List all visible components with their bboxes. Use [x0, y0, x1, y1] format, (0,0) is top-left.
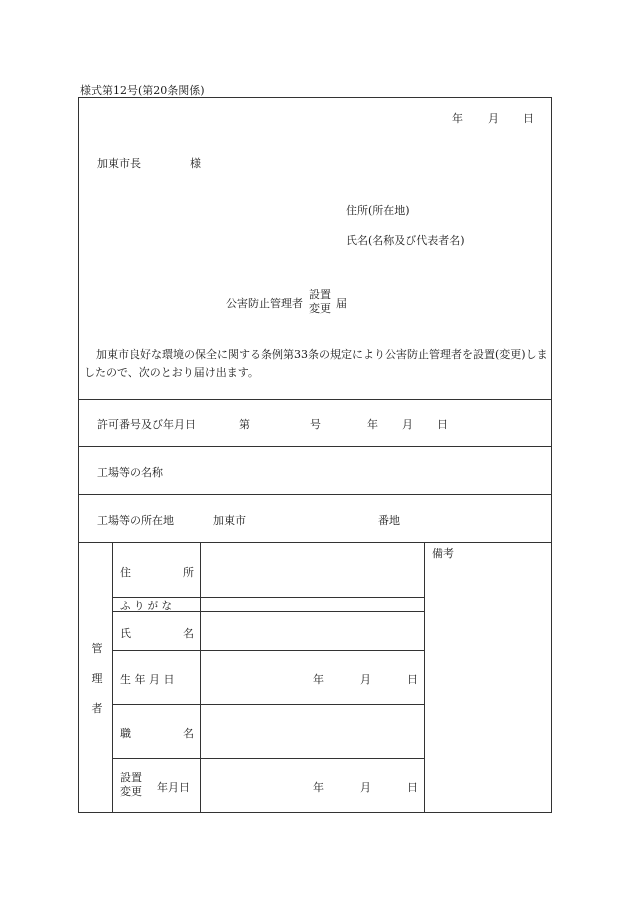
row-label-birth-date: 生 年 月 日	[120, 673, 175, 686]
applicant-address-label: 住所(所在地)	[346, 204, 410, 217]
divider-line	[78, 494, 552, 495]
date-month: 月	[488, 112, 499, 125]
manager-char: 理	[91, 672, 103, 685]
table-line	[112, 758, 424, 759]
birth-month: 月	[360, 673, 371, 686]
row-label-position-1: 職	[120, 727, 131, 740]
factory-location-label: 工場等の所在地	[97, 514, 174, 527]
title-prefix: 公害防止管理者	[226, 297, 303, 310]
divider-line	[78, 542, 552, 543]
title-option-setup: 設置	[309, 288, 331, 301]
factory-location-city: 加東市	[213, 514, 246, 527]
divider-line	[78, 399, 552, 400]
row-label-position-2: 名	[183, 727, 194, 740]
permit-label: 許可番号及び年月日	[97, 418, 196, 431]
title-suffix: 届	[336, 297, 347, 310]
row-label-furigana: ふ り が な	[120, 600, 173, 612]
table-line	[112, 542, 113, 813]
permit-go: 号	[310, 418, 321, 431]
body-paragraph: 加東市良好な環境の保全に関する条例第33条の規定により公害防止管理者を設置(変更)しましたので、次のとおり届け出ます。	[84, 348, 548, 379]
birth-day: 日	[407, 673, 418, 686]
row-label-address-2: 所	[183, 566, 194, 579]
row-label-name-2: 名	[183, 627, 194, 640]
applicant-name-label: 氏名(名称及び代表者名)	[346, 234, 465, 247]
table-line	[200, 542, 201, 813]
setup-month: 月	[360, 781, 371, 794]
birth-year: 年	[313, 673, 324, 686]
remarks-label: 備考	[432, 547, 454, 560]
setup-option-change: 変更	[120, 785, 142, 798]
form-frame	[78, 97, 552, 813]
permit-month: 月	[402, 418, 413, 431]
table-line	[424, 542, 425, 813]
factory-location-banchi: 番地	[378, 514, 400, 527]
addressee-name: 加東市長	[97, 157, 141, 170]
table-line	[112, 650, 424, 651]
setup-day: 日	[407, 781, 418, 794]
title-option-change: 変更	[309, 302, 331, 315]
permit-day: 日	[437, 418, 448, 431]
row-label-name-1: 氏	[120, 627, 131, 640]
date-year: 年	[452, 112, 463, 125]
row-label-address-1: 住	[120, 566, 131, 579]
addressee-honorific: 様	[190, 157, 201, 170]
setup-option-setup: 設置	[120, 771, 142, 784]
form-number: 様式第12号(第20条関係)	[80, 84, 205, 97]
table-line	[112, 704, 424, 705]
factory-name-label: 工場等の名称	[97, 466, 163, 479]
setup-options	[120, 771, 142, 799]
manager-char: 者	[91, 702, 103, 715]
date-day: 日	[523, 112, 534, 125]
permit-dai: 第	[239, 418, 250, 431]
title-options	[309, 288, 331, 316]
setup-year: 年	[313, 781, 324, 794]
manager-char: 管	[91, 642, 103, 655]
permit-year: 年	[367, 418, 378, 431]
setup-date-label: 年月日	[157, 781, 190, 794]
divider-line	[78, 446, 552, 447]
